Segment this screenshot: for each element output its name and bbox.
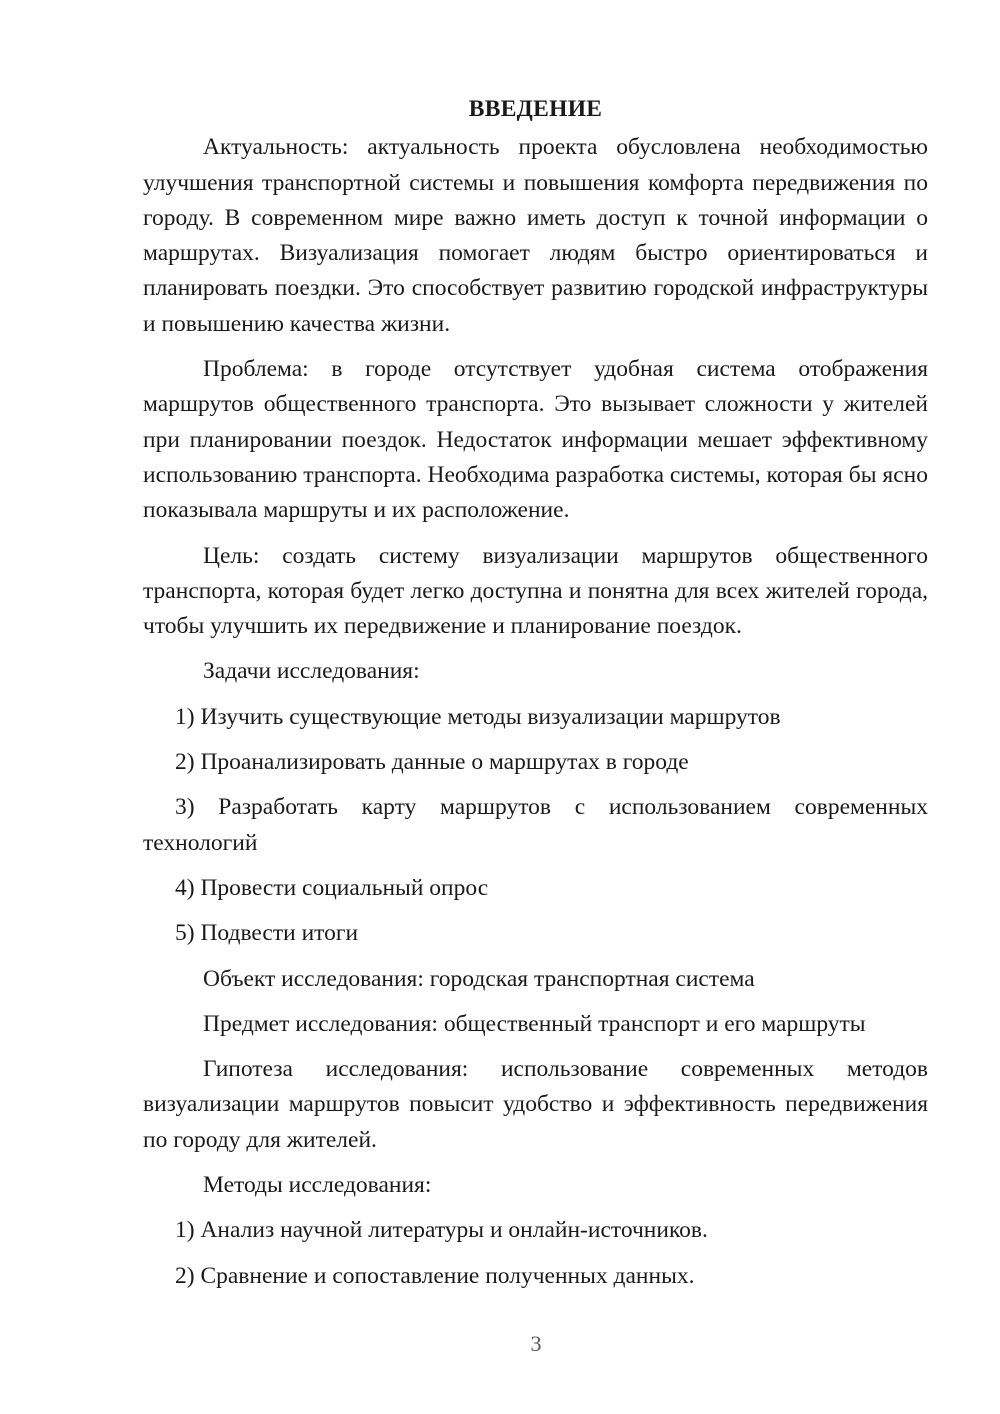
methods-heading: Методы исследования: bbox=[203, 1172, 432, 1199]
task-item: 1) Изучить существующие методы визуализации маршрутов bbox=[175, 703, 781, 730]
page-number: 3 bbox=[530, 1331, 542, 1356]
page-title: ВВЕДЕНИЕ bbox=[468, 96, 603, 122]
task-item: 3) Разработать карту маршрутов с использованием современных технологий bbox=[143, 794, 928, 856]
page-content bbox=[143, 92, 928, 1304]
method-item: 2) Сравнение и сопоставление полученных данных. bbox=[175, 1262, 695, 1289]
relevance-paragraph: Актуальность: актуальность проекта обусловлена необходимостью улучшения транспортной системы и повышения комфорта передвижения по городу. В современном мире важно иметь доступ к точной информации о маршрутах. Визуализация помогает людям быстро ориентироваться и планировать поездки. Это способствует развитию городской инфраструктуры и повышению качества жизни. bbox=[143, 134, 928, 337]
task-item: 2) Проанализировать данные о маршрутах в городе bbox=[175, 749, 689, 776]
method-item: 1) Анализ научной литературы и онлайн-источников. bbox=[175, 1217, 708, 1244]
task-item: 4) Провести социальный опрос bbox=[175, 874, 489, 901]
object-line: Объект исследования: городская транспортная система bbox=[203, 965, 755, 992]
subject-line: Предмет исследования: общественный транспорт и его маршруты bbox=[203, 1010, 866, 1037]
hypothesis-paragraph: Гипотеза исследования: использование современных методов визуализации маршрутов повысит удобство и эффективность передвижения по городу для жителей. bbox=[143, 1056, 928, 1153]
goal-paragraph: Цель: создать систему визуализации маршрутов общественного транспорта, которая будет легко доступна и понятна для всех жителей города, чтобы улучшить их передвижение и планирование поездок. bbox=[143, 542, 928, 640]
problem-paragraph: Проблема: в городе отсутствует удобная система отображения маршрутов общественного транспорта. Это вызывает сложности у жителей при планировании поездок. Недостаток информации мешает эффективному использованию транспорта. Необходима разработка системы, которая бы ясно показывала маршруты и их расположение. bbox=[143, 356, 928, 524]
task-item: 5) Подвести итоги bbox=[175, 920, 359, 947]
tasks-heading: Задачи исследования: bbox=[203, 658, 420, 685]
